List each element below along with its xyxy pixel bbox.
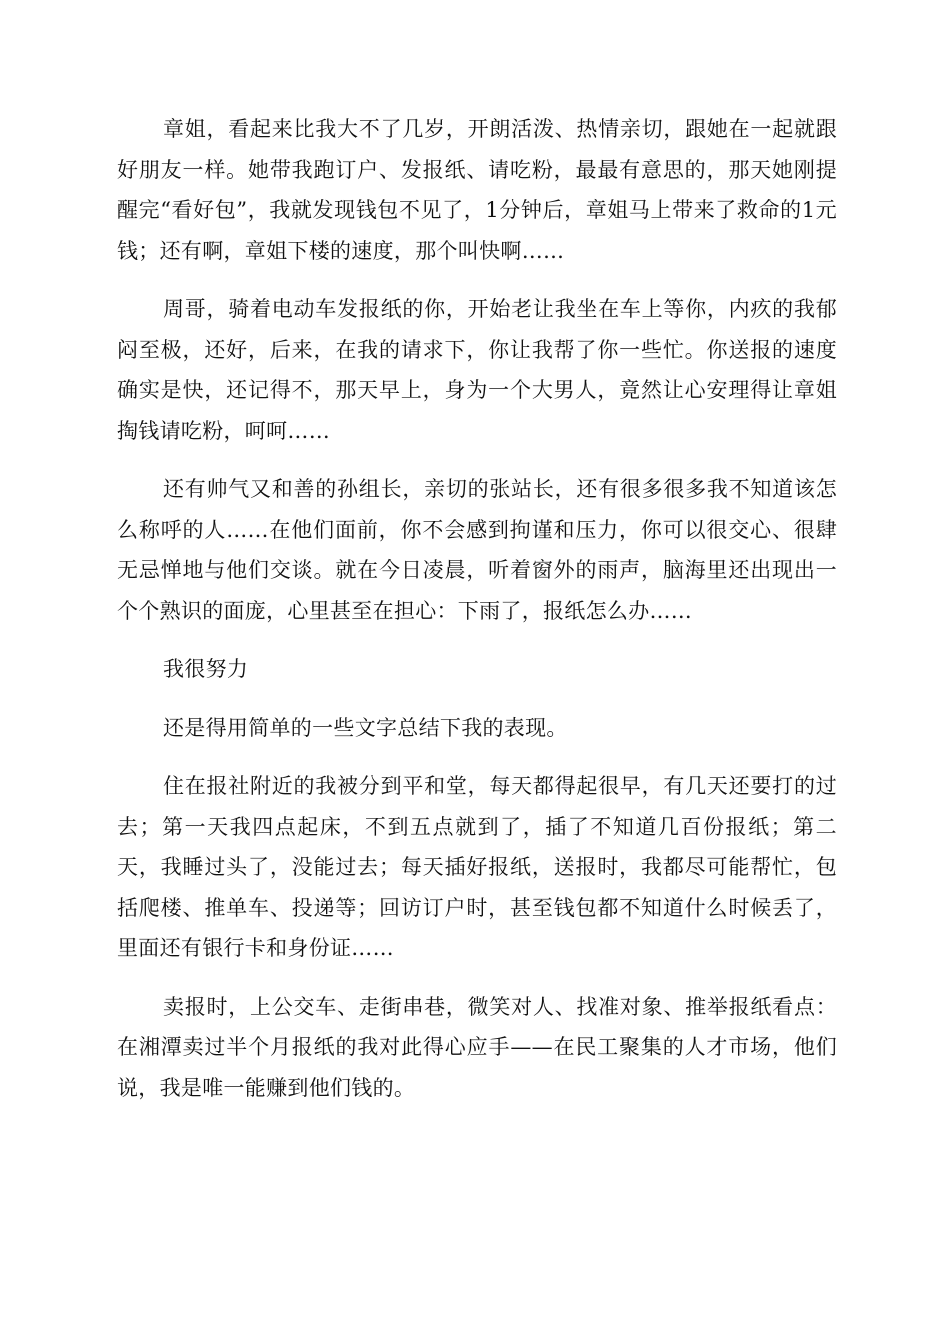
paragraph-delivery: 住在报社附近的我被分到平和堂，每天都得起很早，有几天还要打的过去；第一天我四点起床，不到五点就到了，插了不知道几百份报纸；第二天，我睡过头了，没能过去；每天插好报纸，送报时，我都尽可能帮忙，包括爬楼、推单车、投递等；回访订户时，甚至钱包都不知道什么时候丢了，里面还有银行卡和身份证…… xyxy=(117,774,837,960)
paragraph-colleagues: 还有帅气又和善的孙组长，亲切的张站长，还有很多很多我不知道该怎么称呼的人……在他们面前，你不会感到拘谨和压力，你可以很交心、很肆无忌惮地与他们交谈。就在今日凌晨，听着窗外的雨声，脑海里还出现出一个个熟识的面庞，心里甚至在担心：下雨了，报纸怎么办…… xyxy=(117,477,837,623)
document-body xyxy=(117,109,837,1126)
paragraph-zhang-jie: 章姐，看起来比我大不了几岁，开朗活泼、热情亲切，跟她在一起就跟好朋友一样。她带我跑订户、发报纸、请吃粉，最最有意思的，那天她刚提醒完“看好包”，我就发现钱包不见了，1分钟后，章姐马上带来了救命的1元钱；还有啊，章姐下楼的速度，那个叫快啊…… xyxy=(117,117,837,263)
paragraph-summary-intro: 还是得用简单的一些文字总结下我的表现。 xyxy=(163,715,568,740)
paragraph-zhou-ge: 周哥，骑着电动车发报纸的你，开始老让我坐在车上等你，内疚的我郁闷至极，还好，后来，在我的请求下，你让我帮了你一些忙。你送报的速度确实是快，还记得不，那天早上，身为一个大男人，竟然让心安理得让章姐掏钱请吃粉，呵呵…… xyxy=(117,297,837,443)
paragraph-selling: 卖报时，上公交车、走街串巷，微笑对人、找准对象、推举报纸看点：在湘潭卖过半个月报纸的我对此得心应手——在民工聚集的人才市场，他们说，我是唯一能赚到他们钱的。 xyxy=(117,994,837,1100)
section-heading: 我很努力 xyxy=(163,657,249,681)
